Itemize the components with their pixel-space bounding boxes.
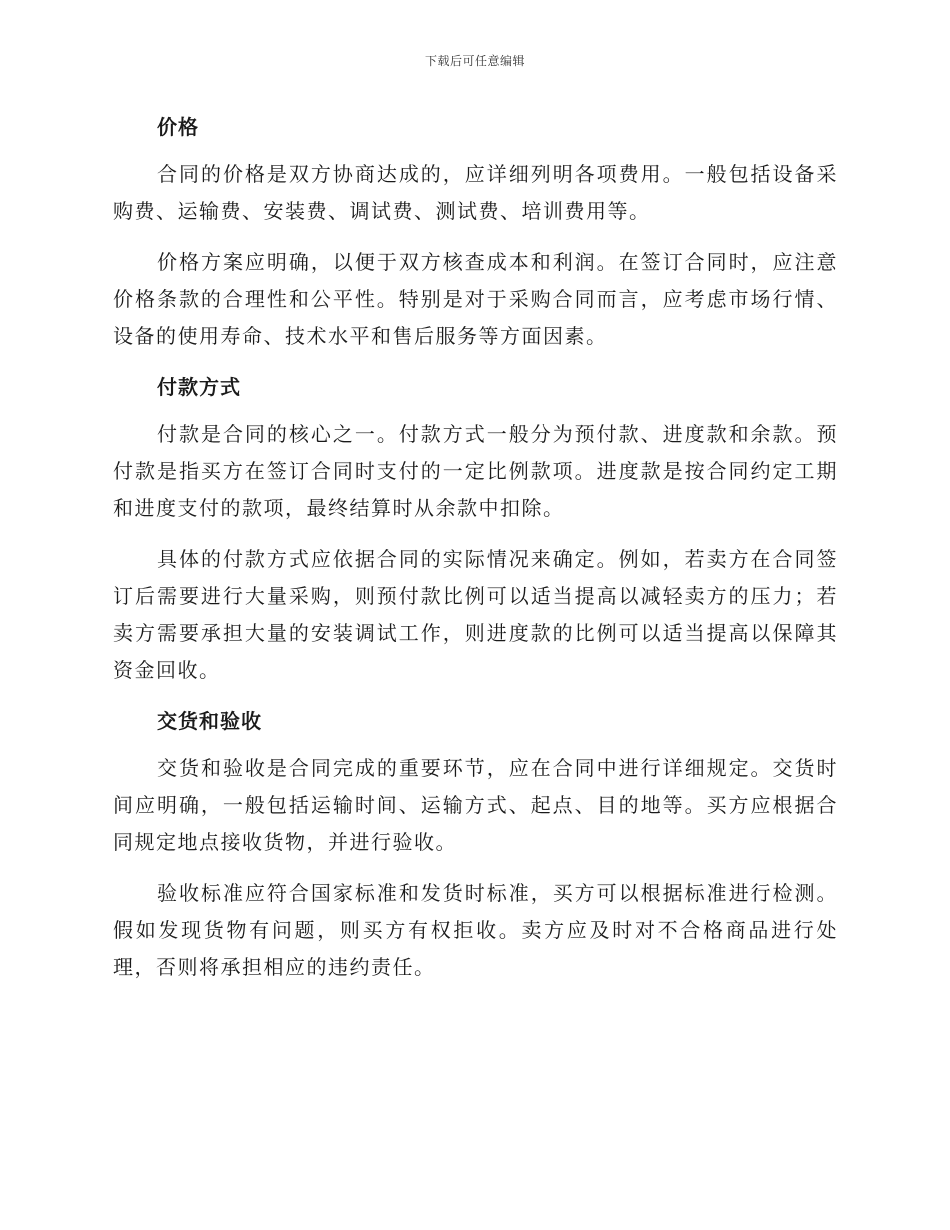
- section-heading: 交货和验收: [157, 709, 262, 733]
- paragraph: 付款是合同的核心之一。付款方式一般分为预付款、进度款和余款。预付款是指买方在签订合同时支付的一定比例款项。进度款是按合同约定工期和进度支付的款项，最终结算时从余款中扣除。: [113, 422, 838, 520]
- page-header-note: 下载后可任意编辑: [424, 54, 525, 68]
- section-price: [113, 107, 838, 355]
- paragraph: 价格方案应明确，以便于双方核查成本和利润。在签订合同时，应注意价格条款的合理性和公平性。特别是对于采购合同而言，应考虑市场行情、设备的使用寿命、技术水平和售后服务等方面因素。: [113, 250, 838, 348]
- paragraph: 验收标准应符合国家标准和发货时标准，买方可以根据标准进行检测。假如发现货物有问题，则买方有权拒收。卖方应及时对不合格商品进行处理，否则将承担相应的违约责任。: [113, 881, 838, 979]
- section-delivery-acceptance: [113, 701, 838, 986]
- section-heading: 付款方式: [157, 375, 241, 399]
- document-body: [113, 107, 838, 986]
- paragraph: 合同的价格是双方协商达成的，应详细列明各项费用。一般包括设备采购费、运输费、安装费、调试费、测试费、培训费用等。: [113, 162, 838, 223]
- section-payment-method: [113, 367, 838, 689]
- paragraph: 交货和验收是合同完成的重要环节，应在合同中进行详细规定。交货时间应明确，一般包括运输时间、运输方式、起点、目的地等。买方应根据合同规定地点接收货物，并进行验收。: [113, 756, 838, 854]
- section-heading: 价格: [157, 115, 199, 139]
- paragraph: 具体的付款方式应依据合同的实际情况来确定。例如，若卖方在合同签订后需要进行大量采购，则预付款比例可以适当提高以减轻卖方的压力；若卖方需要承担大量的安装调试工作，则进度款的比例可以适当提高以保障其资金回收。: [113, 547, 838, 682]
